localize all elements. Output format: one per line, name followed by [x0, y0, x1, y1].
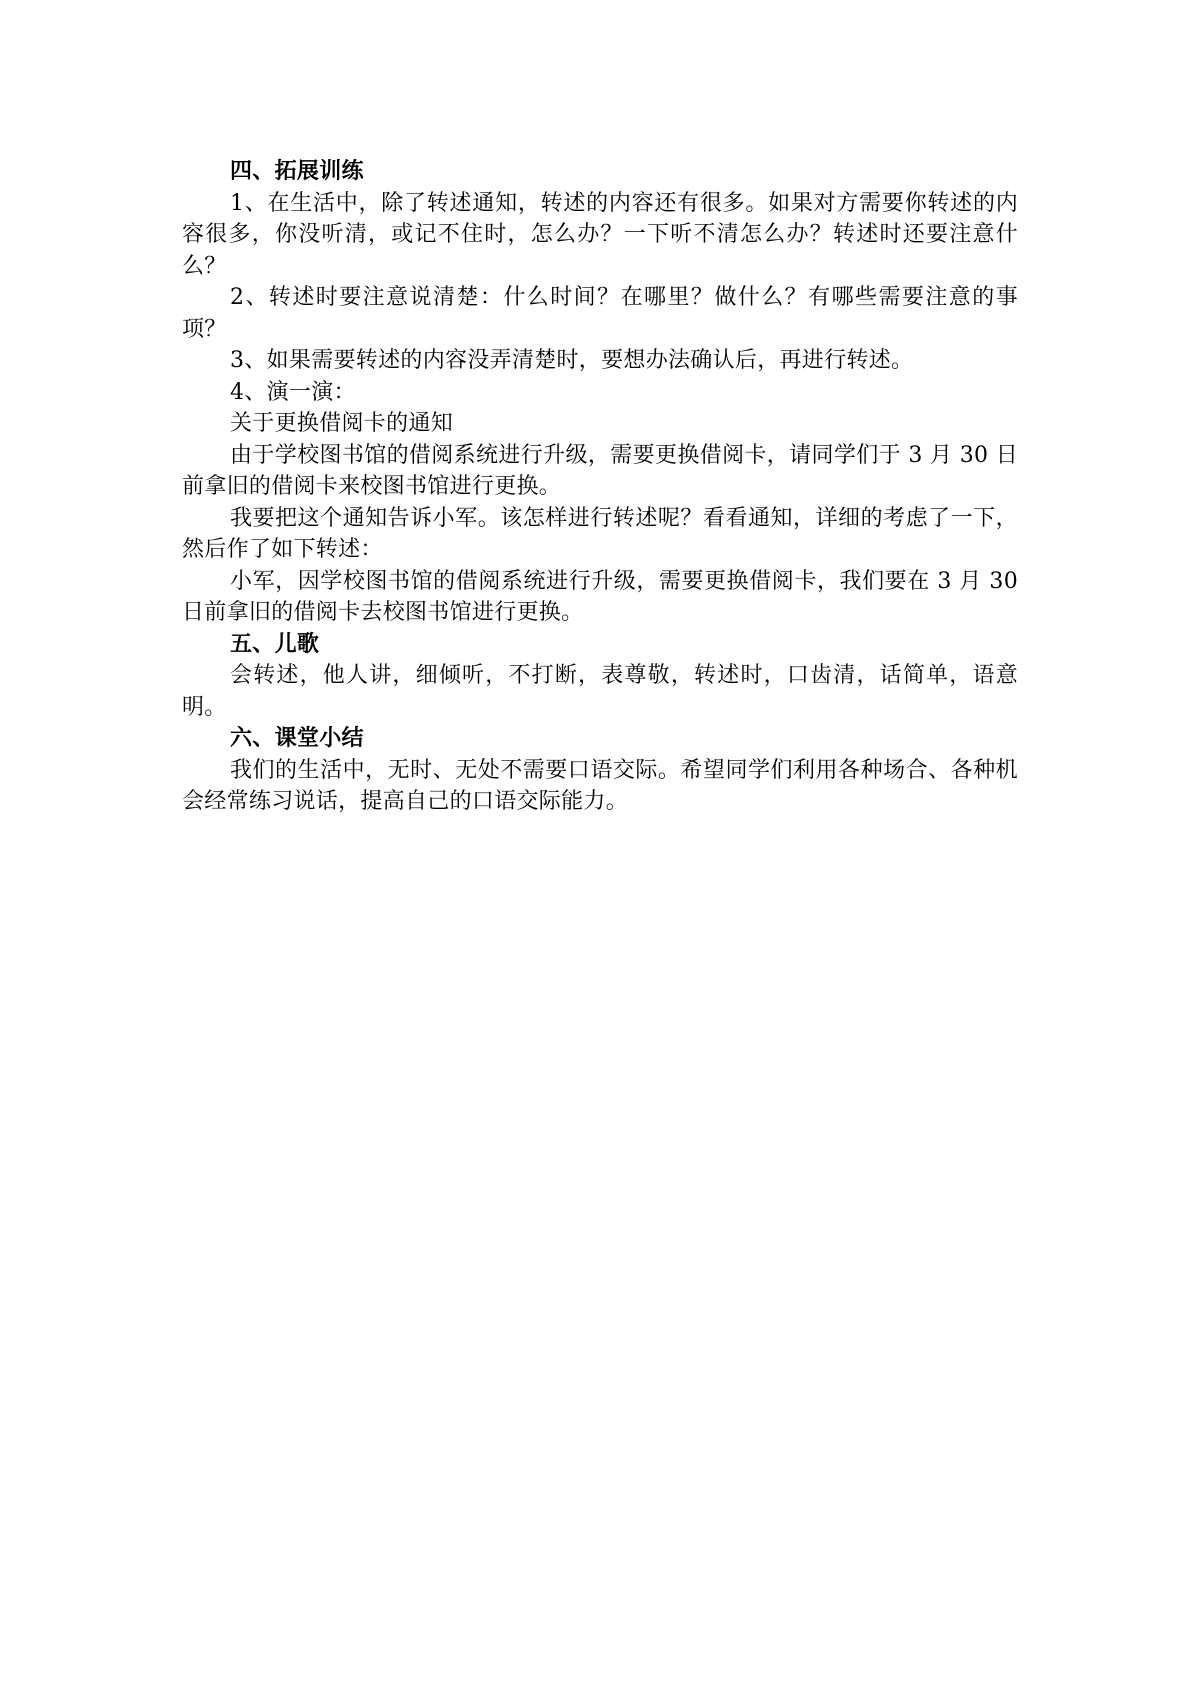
paragraph: 小军，因学校图书馆的借阅系统进行升级，需要更换借阅卡，我们要在 3 月 30 日前拿旧的借阅卡去校图书馆进行更换。: [182, 568, 1018, 625]
paragraph: 会转述，他人讲，细倾听，不打断，表尊敬，转述时，口齿清，话简单，语意明。: [182, 663, 1018, 720]
notice-body: 由于学校图书馆的借阅系统进行升级，需要更换借阅卡，请同学们于 3 月 30 日前拿旧的借阅卡来校图书馆进行更换。: [182, 442, 1018, 499]
document-page: [182, 156, 1018, 818]
section-heading: 五、儿歌: [230, 630, 320, 657]
paragraph: 4、演一演：: [230, 379, 356, 405]
section-heading: 四、拓展训练: [230, 158, 364, 184]
section-heading: 六、课堂小结: [230, 725, 364, 751]
paragraph: 1、在生活中，除了转述通知，转述的内容还有很多。如果对方需要你转述的内容很多，你没听清，或记不住时，怎么办？一下听不清怎么办？转述时还要注意什么？: [182, 190, 1018, 279]
paragraph: 我们的生活中，无时、无处不需要口语交际。希望同学们利用各种场合、各种机会经常练习说话，提高自己的口语交际能力。: [182, 757, 1018, 814]
paragraph: 我要把这个通知告诉小军。该怎样进行转述呢？看看通知，详细的考虑了一下，然后作了如下转述：: [182, 505, 1018, 562]
paragraph: 3、如果需要转述的内容没弄清楚时，要想办法确认后，再进行转述。: [230, 348, 914, 373]
notice-title: 关于更换借阅卡的通知: [230, 411, 454, 436]
paragraph: 2、转述时要注意说清楚：什么时间？在哪里？做什么？有哪些需要注意的事项？: [182, 285, 1018, 342]
